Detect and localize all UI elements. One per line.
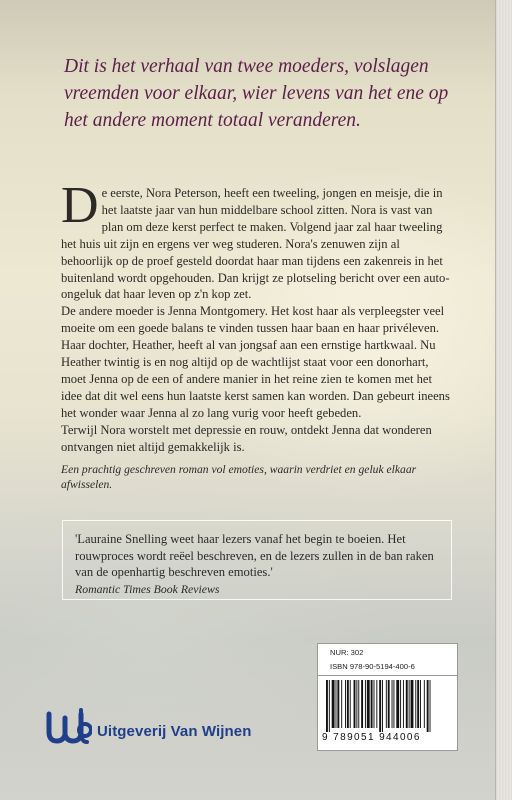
nur-isbn-box: [317, 643, 458, 676]
barcode-bar: [382, 680, 383, 732]
barcode-bar: [332, 680, 335, 728]
barcode-bar: [396, 680, 399, 728]
barcode-bar: [345, 680, 346, 728]
isbn-number: ISBN 978-90-5194-400-6: [330, 662, 415, 671]
barcode-bar: [354, 680, 356, 728]
publisher-logo-icon: [46, 708, 92, 748]
tagline: Dit is het verhaal van twee moeders, volslagen vreemden voor elkaar, wier levens van het ene op het andere moment totaal veranderen.: [64, 56, 449, 131]
barcode-digits: 9 789051 944006: [322, 732, 421, 743]
barcode-bar: [393, 680, 394, 728]
barcode-bar: [424, 680, 425, 728]
barcode-bar: [406, 680, 408, 728]
barcode-bar: [386, 680, 387, 728]
barcode-bar: [403, 680, 404, 728]
barcode-bar: [336, 680, 337, 728]
barcode-bar: [430, 680, 431, 732]
blurb: [61, 177, 451, 456]
barcode-bar: [358, 680, 359, 728]
barcode-icon: [326, 680, 451, 732]
blurb-paragraph-1: e eerste, Nora Peterson, heeft een tweeling, jongen en meisje, die in het laatste jaar van hun middelbare school zitten. Nora is vast van plan om deze kerst perfect te maken. Volgend jaar zal haar tweeling het huis uit zijn en ergens ver weg studeren. Nora's zenuwen zijn al behoorlijk op de proef gesteld doordat haar man tijdens een zakenreis in het buitenland wordt opgehouden. Dan krijgt ze plotseling bericht over een auto-ongeluk dat haar leven op z'n kop zet.: [61, 186, 450, 302]
barcode-bar: [400, 680, 401, 728]
barcode-bar: [365, 680, 366, 728]
barcode-bar: [361, 680, 363, 728]
barcode-bar: [392, 680, 393, 728]
barcode-bar: [371, 680, 373, 728]
barcode-bar: [379, 680, 381, 732]
blurb-paragraph-3: Terwijl Nora worstelt met depressie en rouw, ontdekt Jenna dat wonderen ontvangen niet altijd gemakkelijk is.: [61, 422, 432, 454]
barcode-bar: [326, 680, 328, 732]
blurb-paragraph-2: De andere moeder is Jenna Montgomery. Het kost haar als verpleegster veel moeite om een goede balans te vinden tussen haar baan en haar privéleven. Haar dochter, Heather, heeft al van jongsaf aan een ernstige hartkwaal. Nu Heather twintig is en nog altijd op de wachtlijst staat voor een donorhart, moet Jenna op de een of andere manier in het reine zien te komen met het idee dat dit wel eens hun laatste kerst samen kan worden. Dan gebeurt ineens het wonder waar Jenna al zo lang vurig voor heeft gebeden.: [61, 304, 450, 420]
review-quote-box: [62, 520, 452, 600]
barcode-bar: [367, 680, 370, 728]
review-quote-source: Romantic Times Book Reviews: [75, 581, 220, 596]
barcode-bar: [341, 680, 342, 728]
summary-line: Een prachtig geschreven roman vol emoties, waarin verdriet en geluk elkaar afwisselen.: [61, 463, 417, 491]
barcode-bar: [337, 680, 339, 728]
barcode-bar: [374, 680, 375, 728]
nur-code: NUR: 302: [330, 648, 364, 657]
barcode-bar: [409, 680, 410, 728]
publisher-name: Uitgeverij Van Wijnen: [97, 723, 252, 740]
review-quote-text: 'Lauraine Snelling weet haar lezers vanaf het begin te boeien. Het rouwproces wordt reëel beschreven, en de lezers zullen in de ban raken van de openhartig beschreven emoties.': [75, 532, 434, 579]
page-edge: [495, 0, 512, 800]
barcode-bar: [417, 680, 419, 728]
drop-cap: D: [61, 177, 99, 234]
barcode-bar: [376, 680, 377, 728]
barcode-bar: [347, 680, 349, 728]
barcode-bar: [388, 680, 390, 728]
barcode-bar: [350, 680, 351, 728]
barcode-bar: [420, 680, 421, 728]
barcode-bar: [356, 680, 357, 728]
barcode-bar: [427, 680, 429, 732]
barcode-bar: [415, 680, 416, 728]
barcode-box: [317, 676, 458, 751]
barcode-bar: [411, 680, 414, 728]
barcode-bar: [329, 680, 330, 732]
